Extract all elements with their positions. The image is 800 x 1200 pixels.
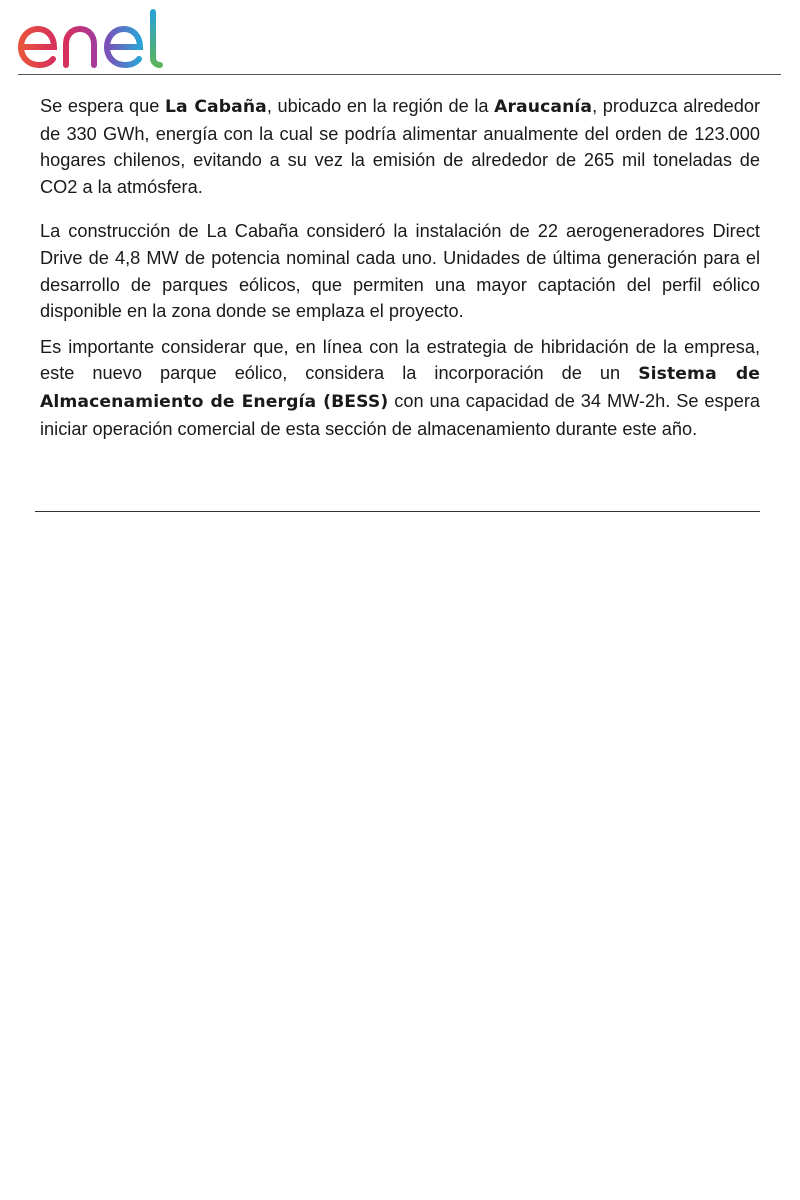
paragraph-1 (40, 93, 760, 200)
enel-logo-icon (16, 6, 186, 70)
paragraph-1-text-c: , produzca alrededor de 330 GWh, energía con la cual se podría alimentar anualmente del orden de 123.000 hogares chilenos, evitando a su vez la emisión de alrededor de 265 mil toneladas de CO2 a la atmósfera. (40, 96, 760, 197)
paragraph-1-text-a: Se espera que (40, 96, 165, 116)
paragraph-2 (40, 218, 760, 324)
header (16, 6, 216, 70)
paragraph-3-text-a: Es importante considerar que, en línea con la estrategia de hibridación de la empresa, este nuevo parque eólico, considera la incorporación de un (40, 336, 760, 384)
paragraph-2-text: La construcción de La Cabaña consideró la instalación de 22 aerogeneradores Direct Drive de 4,8 MW de potencia nominal cada uno. Unidades de última generación para el desarrollo de parques eólicos, que permiten una mayor captación del perfil eólico disponible en la zona donde se emplaza el proyecto. (40, 221, 760, 322)
header-divider (18, 74, 781, 75)
document-body (40, 93, 760, 442)
araucania-emphasis: Araucanía (494, 97, 593, 117)
paragraph-3 (40, 334, 760, 442)
paragraph-1-text-b: , ubicado en la región de la (266, 96, 495, 116)
la-cabana-emphasis: La Cabaña (164, 97, 267, 117)
paragraph-3-text-b: con una capacidad de 34 MW-2h. Se espera iniciar operación comercial de esta sección de almacenamiento durante este año. (40, 390, 760, 439)
bess-emphasis: Sistema de Almacenamiento de Energía (BESS) (40, 364, 761, 412)
footer-divider (35, 511, 760, 512)
